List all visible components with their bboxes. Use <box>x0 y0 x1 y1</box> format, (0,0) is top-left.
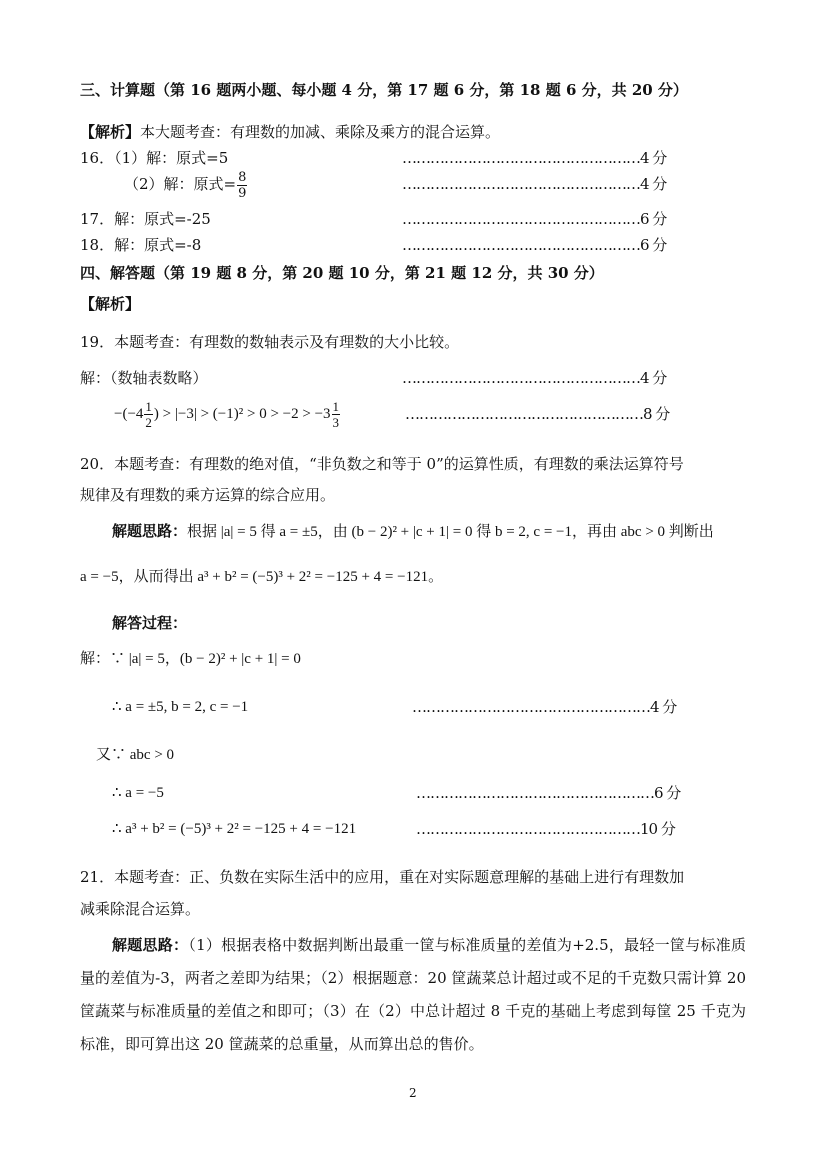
fraction-denominator: 9 <box>238 185 247 201</box>
q17: 17．解：原式=-25 <box>80 210 211 228</box>
ineq-part-a: −(−4 <box>114 406 144 422</box>
section3-analysis <box>80 122 500 142</box>
q20-idea-line1 <box>112 521 714 542</box>
q16-part1-score: ……………………………………………4 分 <box>402 149 667 167</box>
q20-idea-text1: 根据 |a| = 5 得 a = ±5，由 (b − 2)² + |c + 1| = 0 得 b = 2, c = −1，再由 abc > 0 判断出 <box>187 524 714 540</box>
q20-process-label: 解答过程： <box>112 614 188 632</box>
q16-part2-fraction <box>237 170 247 201</box>
q20-step2-score: ……………………………………………4 分 <box>412 698 677 716</box>
q20-step5-score: …………………………………………10 分 <box>416 820 675 838</box>
analysis-tag: 【解析】 <box>80 123 141 141</box>
q19-inequality-score: ……………………………………………8 分 <box>405 405 670 423</box>
q21-idea-paragraph <box>80 929 746 1061</box>
q17-score: ……………………………………………6 分 <box>402 210 667 228</box>
ineq-part-b: ) > |−3| > (−1)² > 0 > −2 > −3 <box>153 406 331 422</box>
q18-score: ……………………………………………6 分 <box>402 236 667 254</box>
q16-part2-score: ……………………………………………4 分 <box>402 175 667 193</box>
q19-step1-score: ……………………………………………4 分 <box>402 369 667 387</box>
q21-idea-text: （1）根据表格中数据判断出最重一筐与标准质量的差值为+2.5，最轻一筐与标准质量的差值为-3，两者之差即为结果；（2）根据题意：20 筐蔬菜总计超过或不足的千克数只需计算 20 筐蔬菜与标准质量的差值之和即可；（3）在（2）中总计超过 8 千克的基础上考虑到每筐 25 千克为标准，即可算出这 20 筐蔬菜的总重量，从而算出总的售价。 <box>80 936 746 1053</box>
ineq-fraction-2 <box>332 399 341 430</box>
q20-step3: 又∵ abc > 0 <box>96 747 175 763</box>
q21-idea-label: 解题思路： <box>112 936 189 954</box>
q18: 18．解：原式=-8 <box>80 236 202 254</box>
q19-step1: 解：（数轴表数略） <box>80 369 208 387</box>
q21-intro-line1: 21．本题考查：正、负数在实际生活中的应用，重在对实际题意理解的基础上进行有理数加 <box>80 868 685 886</box>
fraction-denominator: 2 <box>145 415 152 431</box>
page-number: 2 <box>409 1086 417 1100</box>
q16-part2-prefix: （2）解：原式= <box>124 175 237 193</box>
fraction-numerator: 1 <box>145 399 152 415</box>
q20-step5: ∴ a³ + b² = (−5)³ + 2² = −125 + 4 = −121 <box>112 821 357 837</box>
q20-intro-line2: 规律及有理数的乘方运算的综合应用。 <box>80 486 336 504</box>
fraction-numerator: 8 <box>238 169 247 185</box>
q20-idea-line2: a = −5，从而得出 a³ + b² = (−5)³ + 2² = −125 + 4 = −121。 <box>80 569 444 585</box>
fraction-denominator: 3 <box>332 415 340 431</box>
q19-inequality <box>114 394 341 434</box>
ineq-fraction-1 <box>144 399 153 430</box>
q20-step1: 解：∵ |a| = 5，(b − 2)² + |c + 1| = 0 <box>80 651 301 667</box>
q19-intro: 19．本题考查：有理数的数轴表示及有理数的大小比较。 <box>80 333 460 351</box>
q20-step2: ∴ a = ±5, b = 2, c = −1 <box>112 699 249 715</box>
fraction-numerator: 1 <box>332 399 340 415</box>
q16-part2 <box>124 166 248 202</box>
q20-intro-line1: 20．本题考查：有理数的绝对值，“非负数之和等于 0”的运算性质，有理数的乘法运算符号 <box>80 455 684 473</box>
q20-idea-label: 解题思路： <box>112 522 188 540</box>
analysis-text: 本大题考查：有理数的加减、乘除及乘方的混合运算。 <box>140 123 501 141</box>
q20-step4-score: ……………………………………………6 分 <box>416 784 681 802</box>
section4-analysis-tag: 【解析】 <box>80 295 141 313</box>
q21-intro-line2: 减乘除混合运算。 <box>80 900 201 918</box>
q20-step4: ∴ a = −5 <box>112 785 164 801</box>
section3-title: 三、计算题（第 16 题两小题、每小题 4 分，第 17 题 6 分，第 18 题 6 分，共 20 分） <box>80 81 688 99</box>
section4-title: 四、解答题（第 19 题 8 分，第 20 题 10 分，第 21 题 12 分，共 30 分） <box>80 264 604 282</box>
q16-part1: 16．（1）解：原式=5 <box>80 149 229 167</box>
